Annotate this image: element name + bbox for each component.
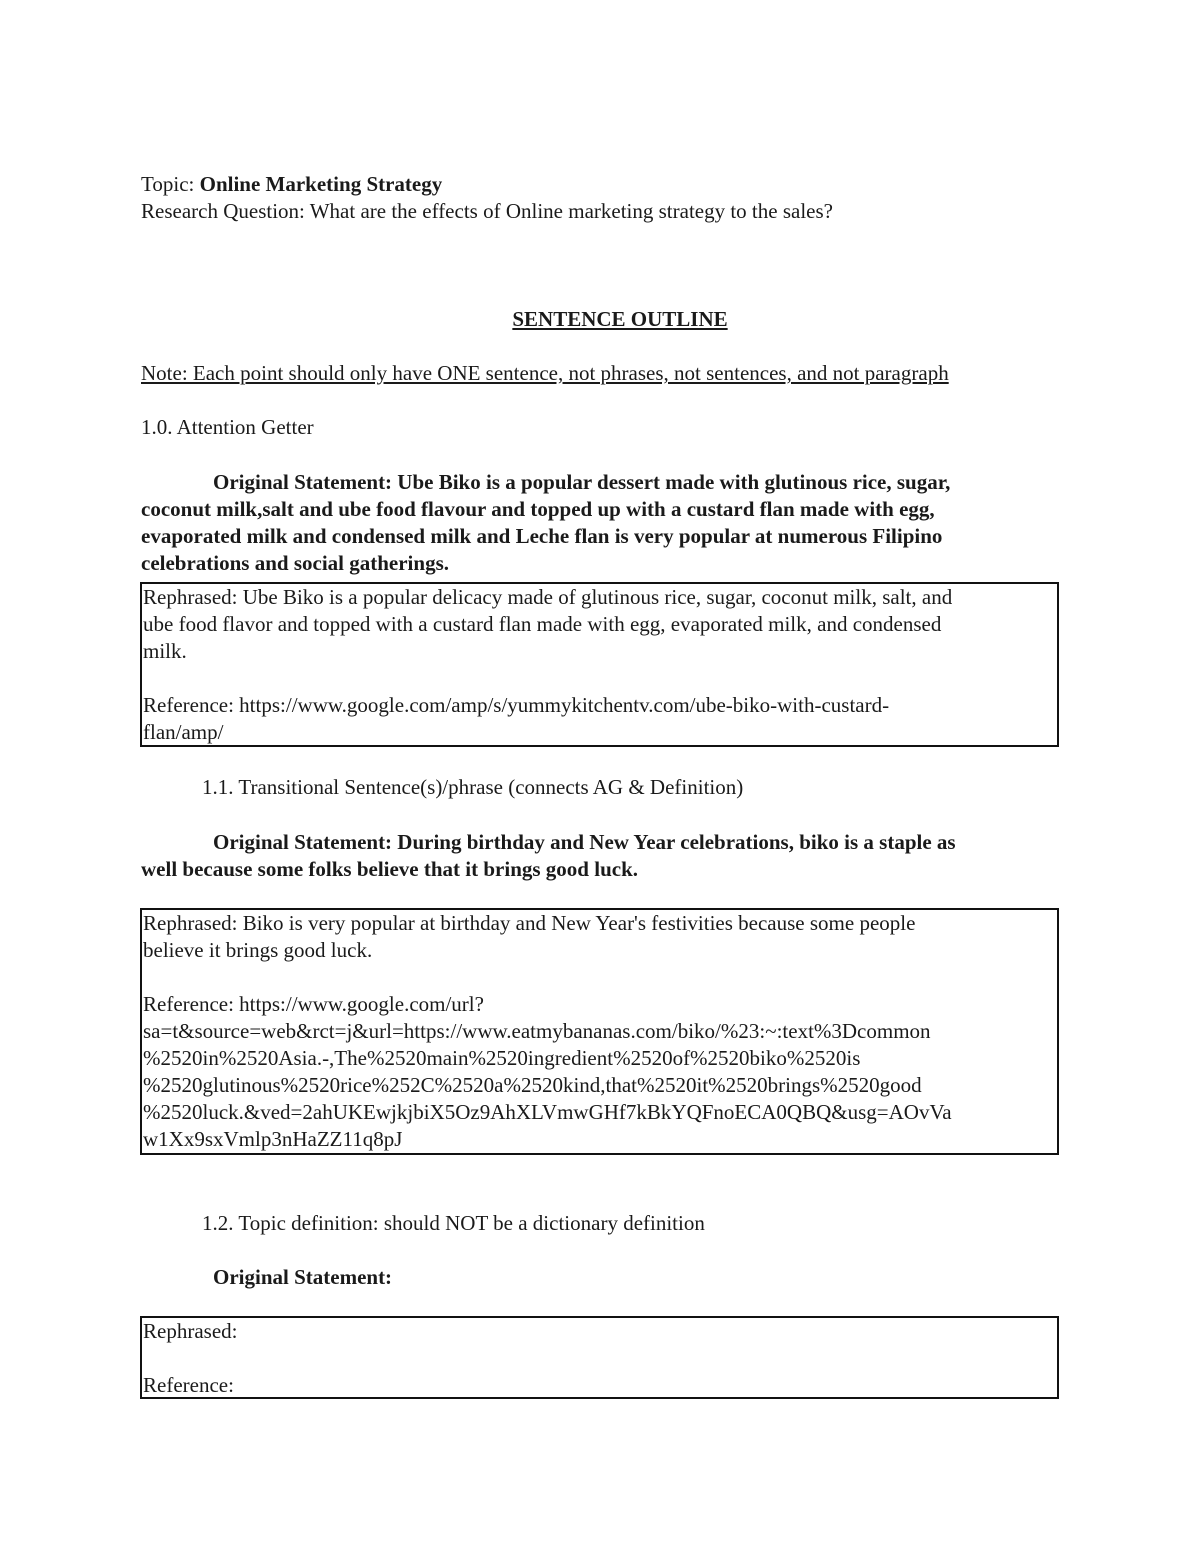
outline-note: Note: Each point should only have ONE sentence, not phrases, not sentences, and not paragraph [141, 361, 949, 385]
reference-line: sa=t&source=web&rct=j&url=https://www.eatmybananas.com/biko/%23:~:text%3Dcommon [143, 1019, 931, 1043]
attention-getter-original-statement [141, 469, 1061, 577]
original-line: well because some folks believe that it brings good luck. [141, 857, 638, 881]
reference-line: %2520glutinous%2520rice%252C%2520a%2520kind,that%2520it%2520brings%2520good [143, 1073, 922, 1097]
transitional-rephrase-box [140, 908, 1059, 1155]
reference-label: Reference: [143, 1373, 234, 1397]
topic-definition-rephrase-box [140, 1316, 1059, 1399]
original-line: evaporated milk and condensed milk and Leche flan is very popular at numerous Filipino [141, 524, 943, 548]
rephrased-line: Rephrased: Biko is very popular at birthday and New Year's festivities because some people [143, 911, 916, 935]
section-transitional-heading: 1.1. Transitional Sentence(s)/phrase (connects AG & Definition) [202, 775, 744, 799]
section-attention-getter-heading: 1.0. Attention Getter [141, 415, 314, 439]
rephrased-line: ube food flavor and topped with a custard flan made with egg, evaporated milk, and condensed [143, 612, 942, 636]
outline-title: SENTENCE OUTLINE [512, 307, 728, 331]
reference-line: Reference: https://www.google.com/amp/s/yummykitchentv.com/ube-biko-with-custard- [143, 693, 890, 717]
topic-label: Topic: [141, 172, 200, 196]
reference-line: w1Xx9sxVmlp3nHaZZ11q8pJ [143, 1127, 403, 1151]
original-line: coconut milk,salt and ube food flavour and topped up with a custard flan made with egg, [141, 497, 935, 521]
reference-line: %2520luck.&ved=2ahUKEwjkjbiX5Oz9AhXLVmwGHf7kBkYQFnoECA0QBQ&usg=AOvVa [143, 1100, 952, 1124]
topic-line [141, 171, 442, 198]
topic-definition-original-statement: Original Statement: [213, 1265, 393, 1289]
reference-line: Reference: https://www.google.com/url? [143, 992, 484, 1016]
transitional-original-statement [141, 829, 1071, 883]
original-line: Original Statement: Ube Biko is a popular dessert made with glutinous rice, sugar, [213, 470, 951, 494]
attention-getter-rephrase-box [140, 582, 1059, 747]
reference-line: %2520in%2520Asia.-,The%2520main%2520ingredient%2520of%2520biko%2520is [143, 1046, 861, 1070]
reference-line: flan/amp/ [143, 720, 224, 744]
research-question: Research Question: What are the effects of Online marketing strategy to the sales? [141, 199, 833, 223]
rephrased-label: Rephrased: [143, 1319, 238, 1343]
rephrased-line: Rephrased: Ube Biko is a popular delicacy made of glutinous rice, sugar, coconut milk, salt, and [143, 585, 953, 609]
original-line: Original Statement: During birthday and New Year celebrations, biko is a staple as [213, 830, 956, 854]
rephrased-line: milk. [143, 639, 187, 663]
original-line: celebrations and social gatherings. [141, 551, 449, 575]
section-topic-definition-heading: 1.2. Topic definition: should NOT be a dictionary definition [202, 1211, 705, 1235]
rephrased-line: believe it brings good luck. [143, 938, 373, 962]
topic-value: Online Marketing Strategy [199, 172, 443, 196]
